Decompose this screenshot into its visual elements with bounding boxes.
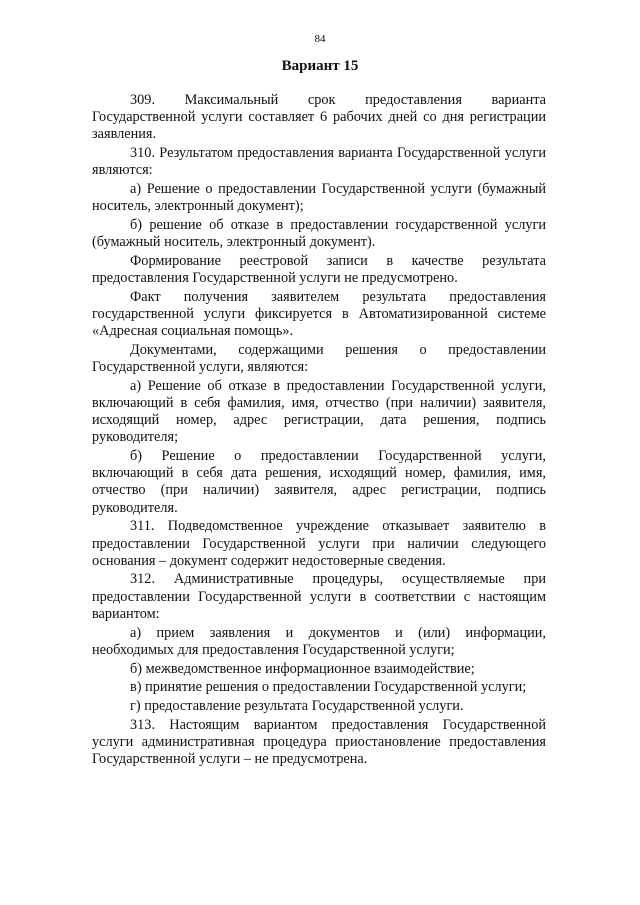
paragraph-311: 311. Подведомственное учреждение отказывает заявителю в предоставлении Государственной услуги при наличии следующего основания – документ содержит недостоверные сведения. bbox=[92, 518, 546, 569]
list-item-312-d: г) предоставление результата Государственной услуги. bbox=[130, 697, 464, 714]
list-item-310-a: а) Решение о предоставлении Государственной услуги (бумажный носитель, электронный документ); bbox=[92, 181, 546, 215]
document-body bbox=[92, 92, 546, 770]
page-number: 84 bbox=[314, 33, 326, 45]
list-item-312-c: в) принятие решения о предоставлении Государственной услуги; bbox=[130, 679, 527, 696]
paragraph-309: 309. Максимальный срок предоставления варианта Государственной услуги составляет 6 рабочих дней со дня регистрации заявления. bbox=[92, 92, 546, 143]
paragraph-documents: Документами, содержащими решения о предоставлении Государственной услуги, являются: bbox=[92, 341, 546, 376]
paragraph-313: 313. Настоящим вариантом предоставления Государственной услуги административная процедура приостановление предоставления Государственной услуги – не предусмотрена. bbox=[92, 716, 546, 768]
list-item-312-b: б) межведомственное информационное взаимодействие; bbox=[130, 660, 475, 677]
list-item-docs-b: б) Решение о предоставлении Государственной услуги, включающий в себя дата решения, исходящий номер, фамилия, имя, отчество (при наличии) заявителя, адрес регистрации, подпись руководителя. bbox=[92, 448, 546, 516]
list-item-312-a: а) прием заявления и документов и (или) информации, необходимых для предоставления Государственной услуги; bbox=[92, 624, 546, 658]
paragraph-312: 312. Административные процедуры, осуществляемые при предоставлении Государственной услуги в соответствии с настоящим вариантом: bbox=[92, 571, 546, 622]
list-item-docs-a: а) Решение об отказе в предоставлении Государственной услуги, включающий в себя фамилия, имя, отчество (при наличии) заявителя, исходящий номер, адрес регистрации, дата решения, подпись руководителя; bbox=[92, 377, 546, 446]
paragraph-310: 310. Результатом предоставления варианта Государственной услуги являются: bbox=[92, 145, 546, 179]
list-item-310-b: б) решение об отказе в предоставлении государственной услуги (бумажный носитель, электронный документ). bbox=[92, 216, 546, 251]
paragraph-registry: Формирование реестровой записи в качестве результата предоставления Государственной услуги не предусмотрено. bbox=[92, 252, 546, 287]
paragraph-fact: Факт получения заявителем результата предоставления государственной услуги фиксируется в Автоматизированной системе «Адресная социальная помощь». bbox=[92, 288, 546, 340]
section-title: Вариант 15 bbox=[281, 58, 359, 74]
